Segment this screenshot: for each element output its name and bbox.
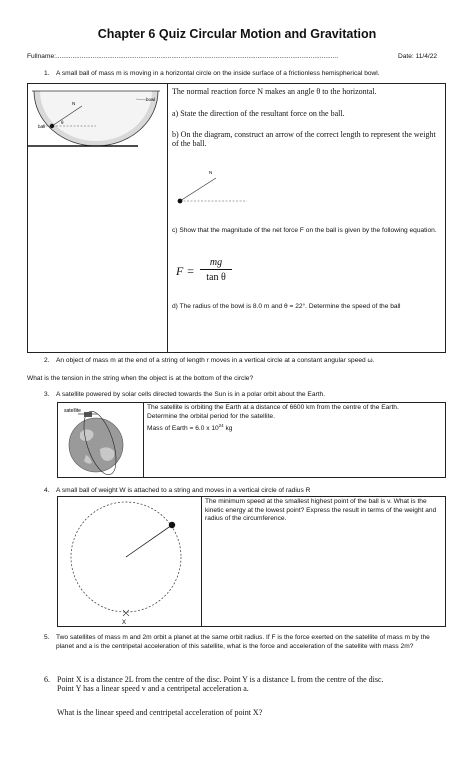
q1-number: 1. [44,70,50,77]
n-label: N [72,101,76,106]
q4-box-text: The minimum speed at the smallest highest point of the ball is v. What is the kinetic energy at the lowest point? Express the result in terms of the weight and radius of the circumference. [205,498,437,523]
vertical-circle-diagram [58,497,200,626]
ball-dot-2 [178,199,183,204]
q1-intro: The normal reaction force N makes an angle θ to the horizontal. [172,87,377,96]
q1-divider [167,83,168,353]
n-label-2: N [209,170,213,175]
q3-mass-unit: kg [223,425,233,433]
q6-line2: Point Y has a linear speed v and a centripetal acceleration a. [57,684,249,693]
q3-divider [143,402,144,478]
satellite-icon [84,412,92,417]
satellite-label: satellite [64,408,81,414]
x-label: X [122,620,127,626]
fullname-label: Fullname: [27,53,56,60]
q1-part-c: c) Show that the magnitude of the net force F on the ball is given by the following equation. [172,227,437,234]
q3-mass [147,422,443,434]
q1-text: A small ball of mass m is moving in a horizontal circle on the inside surface of a frictionless hemispherical bowl. [56,70,380,77]
q3-box-line1: The satellite is orbiting the Earth at a distance of 6600 km from the centre of the Earth. [147,404,399,411]
ball-label: ball [38,124,46,129]
q3-mass-text: Mass of Earth = 6.0 x 10 [147,425,219,433]
q1-part-a: a) State the direction of the resultant force on the ball. [172,109,345,118]
q6-line1: Point X is a distance 2L from the centre of the disc. Point Y is a distance L from the centre of the disc. [57,675,384,684]
equation-numerator: mg [209,257,223,268]
q2-text: An object of mass m at the end of a string of length r moves in a vertical circle at a constant angular speed ω. [56,357,375,364]
q3-text: A satellite powered by solar cells directed towards the Sun is in a polar orbit about the Earth. [56,391,326,398]
equation-lhs: F = [176,264,195,278]
q2-number: 2. [44,357,50,364]
bowl-label: bowl [146,97,156,102]
fraction-bar [200,269,232,270]
equation [176,256,246,288]
q1-part-d: d) The radius of the bowl is 8.0 m and θ = 22°. Determine the speed of the ball [172,303,401,310]
q4-divider [201,496,202,627]
q5-number: 5. [44,634,50,641]
page-title: Chapter 6 Quiz Circular Motion and Gravitation [97,27,377,41]
q5-text: Two satellites of mass m and 2m orbit a planet at the same orbit radius. If F is the force exerted on the satellite of mass m by the planet and a is the centripetal acceleration of this satellite, what is the force and acceleration of the satellite with mass 2m? [56,634,430,650]
equation-denominator: tan θ [206,272,226,283]
q3-box-line2: Determine the orbital period for the satellite. [147,413,275,420]
theta-label: θ [61,120,64,125]
q4-number: 4. [44,487,50,494]
fullname-line [27,53,447,62]
normal-force-diagram [172,163,252,211]
ball-dot-3 [169,522,175,528]
ball-dot [50,124,54,128]
fullname-dots: .......................................................................................................................................................... [55,53,339,60]
q6-number: 6. [44,675,50,684]
q4-text: A small ball of weight W is attached to a string and moves in a vertical circle of radius R [56,487,311,494]
earth-icon [69,418,123,472]
q3-mass-exp: 24 [218,423,224,428]
q1-part-b: b) On the diagram, construct an arrow of the correct length to represent the weight of the ball. [172,130,436,148]
earth-satellite-diagram [58,403,142,477]
q6-question: What is the linear speed and centripetal acceleration of point X? [57,708,263,717]
bowl-diagram [28,84,166,154]
q3-number: 3. [44,391,50,398]
date-label: Date: 11/4/22 [398,53,438,60]
q2-question: What is the tension in the string when the object is at the bottom of the circle? [27,375,254,382]
string-line [126,525,172,557]
n-force-line [180,178,216,201]
